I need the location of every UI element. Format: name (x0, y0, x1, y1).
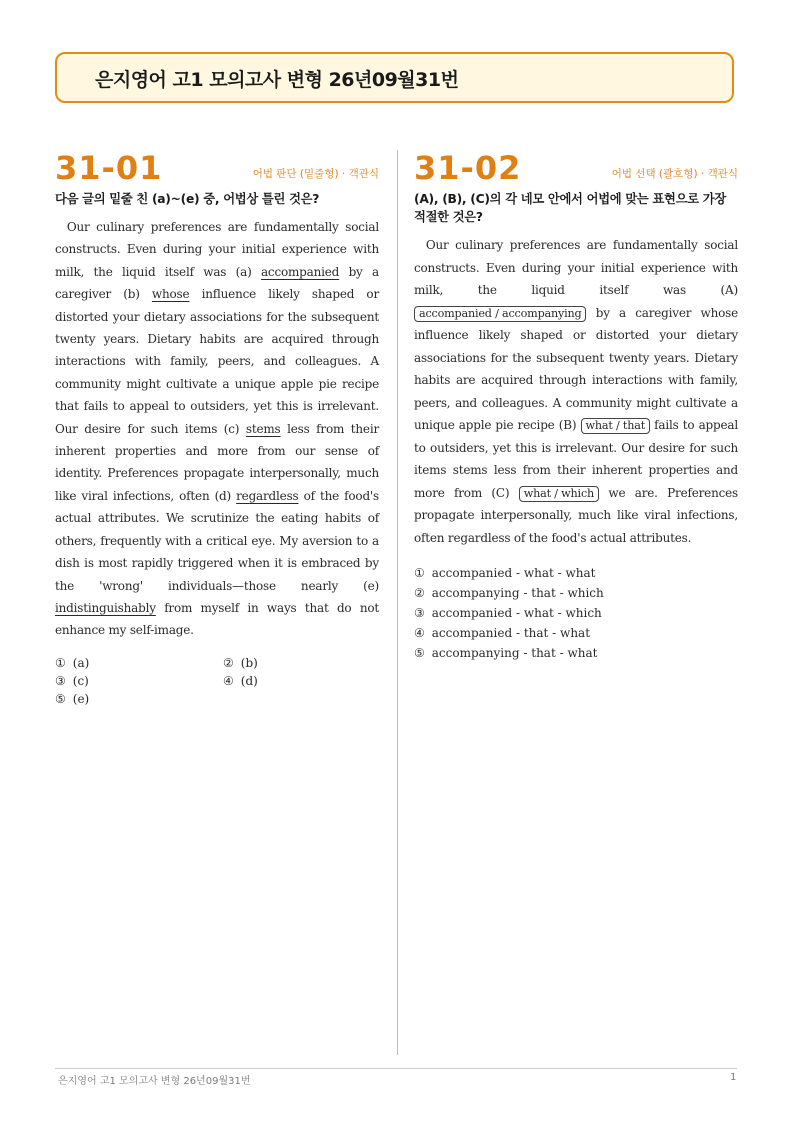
choice-marker: ① (55, 655, 66, 670)
question-number: 31-02 (414, 149, 522, 187)
answer-choice[interactable] (414, 563, 738, 583)
choice-marker: ⑤ (55, 691, 66, 706)
passage-text: from myself in ways that do not enhance my self-image. (55, 600, 379, 638)
question-prompt: 다음 글의 밑줄 친 (a)~(e) 중, 어법상 틀린 것은? (55, 192, 320, 206)
underlined-d: regardless (236, 488, 299, 503)
answer-choice[interactable] (223, 656, 373, 670)
choice-marker: ⑤ (414, 646, 425, 660)
question-type: 어법 판단 (밑줄형) · 객관식 (252, 168, 379, 180)
question-31-01 (55, 150, 379, 706)
passage (55, 216, 379, 642)
passage-text: we are. Preferences propagate interpersonally, much like viral infections, often regardless of the food's actual attributes. (414, 485, 738, 545)
choice-text: accompanied - that - what (431, 626, 591, 640)
passage-text: by a caregiver (b) (55, 264, 379, 302)
answer-choice[interactable] (55, 674, 223, 688)
question-31-02 (414, 150, 738, 663)
question-header (55, 150, 379, 186)
choice-text: (a) (72, 655, 90, 670)
choice-text: accompanying - that - what (431, 646, 598, 660)
question-prompt: (A), (B), (C)의 각 네모 안에서 어법에 맞는 표현으로 가장 적절한 것은? (414, 192, 726, 224)
title-banner (55, 52, 734, 103)
answer-choice[interactable] (414, 583, 738, 603)
answer-choice[interactable] (55, 692, 223, 706)
choice-marker: ② (414, 586, 425, 600)
answer-choices (55, 656, 379, 706)
underlined-e: indistinguishably (55, 600, 156, 615)
answer-choice[interactable] (414, 603, 738, 623)
passage-text: Our culinary preferences are fundamentally social constructs. Even during your initial experience with milk, the liquid itself was (a) (55, 220, 379, 279)
passage-text: of the food's actual attributes. We scrutinize the eating habits of others, frequently with a critical eye. My aversion to a dish is most rapidly triggered when it is embraced by the 'wrong' individuals—those nearly (e) (55, 488, 379, 593)
answer-choice[interactable] (223, 674, 373, 688)
footer-title: 은지영어 고1 모의고사 변형 26년09월31번 (58, 1076, 251, 1087)
page-number: 1 (730, 1072, 737, 1083)
passage (414, 234, 738, 549)
answer-choices (414, 563, 738, 663)
answer-choice[interactable] (414, 643, 738, 663)
footer-divider (55, 1068, 737, 1069)
question-type: 어법 선택 (괄호형) · 객관식 (611, 168, 738, 180)
choice-text: accompanied - what - what (431, 566, 596, 580)
underlined-c: stems (245, 421, 281, 436)
choice-marker: ④ (223, 673, 234, 688)
passage-text: less from their inherent properties and more from our sense of identity. Preferences propagate interpersonally, much like viral infections, often (d) (55, 421, 379, 503)
choice-text: accompanied - what - which (431, 606, 602, 620)
underlined-b: whose (151, 287, 190, 302)
passage-text: influence likely shaped or distorted your dietary associations for the subsequent twenty years. Dietary habits are acquired through interactions with family, peers, and colleagues. A community might cultivate a unique apple pie recipe that fails to appeal to outsiders, yet this is irrelevant. Our desire for such items (c) (55, 287, 379, 436)
question-header (414, 150, 738, 186)
choice-text: (e) (72, 691, 90, 706)
choice-text: (d) (240, 673, 258, 688)
underlined-a: accompanied (260, 264, 340, 279)
choice-marker: ② (223, 655, 234, 670)
passage-text: Our culinary preferences are fundamentally social constructs. Even during your initial experience with milk, the liquid itself was (A) (414, 238, 738, 297)
passage-text: fails to appeal to outsiders, yet this is irrelevant. Our desire for such items stems less from their inherent properties and more from (C) (414, 418, 738, 500)
question-number: 31-01 (55, 149, 163, 187)
choice-marker: ① (414, 566, 425, 580)
page-title: 은지영어 고1 모의고사 변형 26년09월31번 (95, 69, 459, 91)
answer-choice[interactable] (55, 656, 223, 670)
choice-text: accompanying - that - which (431, 586, 604, 600)
choice-box-b: what / that (581, 418, 651, 434)
choice-text: (b) (240, 655, 258, 670)
choice-marker: ③ (414, 606, 425, 620)
choice-box-a: accompanied / accompanying (414, 306, 586, 322)
column-divider (397, 150, 398, 1055)
choice-marker: ③ (55, 673, 66, 688)
choice-marker: ④ (414, 626, 425, 640)
passage-text: by a caregiver whose influence likely shaped or distorted your dietary associations for the subsequent twenty years. Dietary habits are acquired through interactions with family, peers, and colleagues. A community might cultivate a unique apple pie recipe (B) (414, 305, 738, 432)
choice-text: (c) (72, 673, 89, 688)
choice-box-c: what / which (519, 486, 599, 502)
answer-choice[interactable] (414, 623, 738, 643)
